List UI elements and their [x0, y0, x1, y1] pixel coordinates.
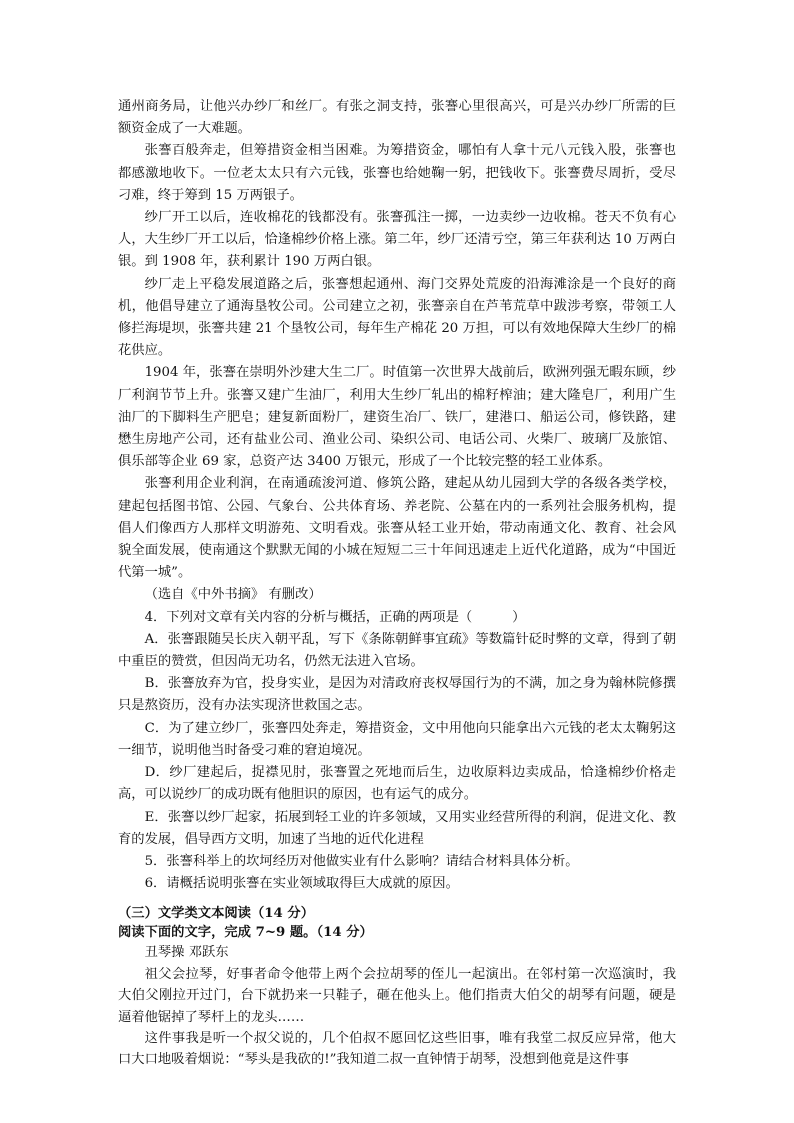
option-c: C．为了建立纱厂，张謇四处奔走，筹措资金，文中用他向只能拿出六元钱的老太太鞠躬这一细节，说明他当时备受刁难的窘迫境况。: [118, 720, 676, 758]
passage-paragraph-4: 纱厂走上平稳发展道路之后，张謇想起通州、海门交界处荒废的沿海滩涂是一个良好的商机，他倡导建立了通海垦牧公司。公司建立之初，张謇亲自在芦苇荒草中跋涉考察，带领工人修拦海堤坝，张謇共建 21 个垦牧公司，每年生产棉花 20 万担，可以有效地保障大生纱厂的棉花供应。: [118, 276, 676, 359]
option-e: E．张謇以纱厂起家，拓展到轻工业的许多领域，又用实业经营所得的利润，促进文化、教育的发展，倡导西方文明，加速了当地的近代化进程: [118, 809, 676, 847]
document-body: [118, 96, 676, 1071]
section-spacer: [118, 895, 676, 904]
question-5: 5．张謇科举上的坎坷经历对他做实业有什么影响？请结合材料具体分析。: [144, 853, 579, 869]
passage-paragraph-6: 张謇利用企业利润，在南通疏浚河道、修筑公路，建起从幼儿园到大学的各级各类学校，建起包括图书馆、公园、气象台、公共体育场、养老院、公墓在内的一系列社会服务机构，提倡人们像西方人那样文明游苑、文明看戏。张謇从轻工业开始，带动南通文化、教育、社会风貌全面发展，使南通这个默默无闻的小城在短短二三十年间迅速走上近代化道路，成为“中国近代第一城”。: [118, 476, 676, 581]
passage-paragraph-2: 张謇百般奔走，但筹措资金相当困难。为筹措资金，哪怕有人拿十元八元钱入股，张謇也都感激地收下。一位老太太只有六元钱，张謇也给她鞠一躬，把钱收下。张謇费尽周折，受尽刁难，终于筹到 15 万两银子。: [118, 143, 676, 203]
question-4-stem: 4．下列对文章有关内容的分析与概括，正确的两项是（ ）: [144, 609, 526, 625]
story-paragraph-1: 祖父会拉琴，好事者命令他带上两个会拉胡琴的侄儿一起演出。在邻村第一次巡演时，我大伯父刚拉开过门，台下就扔来一只鞋子，砸在他头上。他们指责大伯父的胡琴有问题，硬是逼着他锯掉了琴杆上的龙头……: [118, 966, 676, 1025]
passage-paragraph-5: 1904 年，张謇在崇明外沙建大生二厂。时值第一次世界大战前后，欧洲列强无暇东顾，纱厂利润节节上升。张謇又建广生油厂，利用大生纱厂轧出的棉籽榨油；建大隆皂厂，利用广生油厂的下脚料生产肥皂；建复新面粉厂，建资生冶厂、铁厂，建港口、船运公司，修铁路，建懋生房地产公司，还有盐业公司、渔业公司、染织公司、电话公司、火柴厂、玻璃厂及旅馆、俱乐部等企业 69 家，总资产达 3400 万银元，形成了一个比较完整的轻工业体系。: [118, 365, 676, 470]
source-note: （选自《中外书摘》 有删改）: [144, 587, 322, 603]
passage-paragraph-1: 通州商务局，让他兴办纱厂和丝厂。有张之洞支持，张謇心里很高兴，可是兴办纱厂所需的巨额资金成了一大难题。: [118, 99, 676, 137]
question-6: 6．请概括说明张謇在实业领域取得巨大成就的原因。: [144, 876, 459, 892]
option-a: A．张謇跟随吴长庆入朝平乱，写下《条陈朝鲜事宜疏》等数篇针砭时弊的文章，得到了朝中重臣的赞赏，但因尚无功名，仍然无法进入官场。: [118, 631, 676, 670]
section-heading: （三）文学类文本阅读（14 分）: [118, 906, 314, 922]
story-title: 丑琴操 邓跃东: [144, 945, 229, 961]
option-d: D．纱厂建起后，捉襟见肘，张謇置之死地而后生，边收原料边卖成品，恰逢棉纱价格走高，可以说纱厂的成功既有他胆识的原因，也有运气的成分。: [118, 765, 676, 803]
section-instruction: 阅读下面的文字，完成 7~9 题。（14 分）: [118, 925, 373, 941]
passage-paragraph-3: 纱厂开工以后，连收棉花的钱都没有。张謇孤注一掷，一边卖纱一边收棉。苍天不负有心人，大生纱厂开工以后，恰逢棉纱价格上涨。第二年，纱厂还清亏空，第三年获利达 10 万两白银。到 1908 年，获利累计 190 万两白银。: [118, 210, 676, 270]
story-paragraph-2: 这件事我是听一个叔父说的，几个伯叔不愿回忆这些旧事，唯有我堂二叔反应异常，他大口大口地吸着烟说：“琴头是我砍的!”我知道二叔一直钟情于胡琴，没想到他竟是这件事: [118, 1030, 676, 1068]
option-b: B．张謇放弃为官，投身实业，是因为对清政府丧权辱国行为的不满，加之身为翰林院修撰只是熬资历，没有办法实现济世救国之志。: [118, 676, 676, 714]
